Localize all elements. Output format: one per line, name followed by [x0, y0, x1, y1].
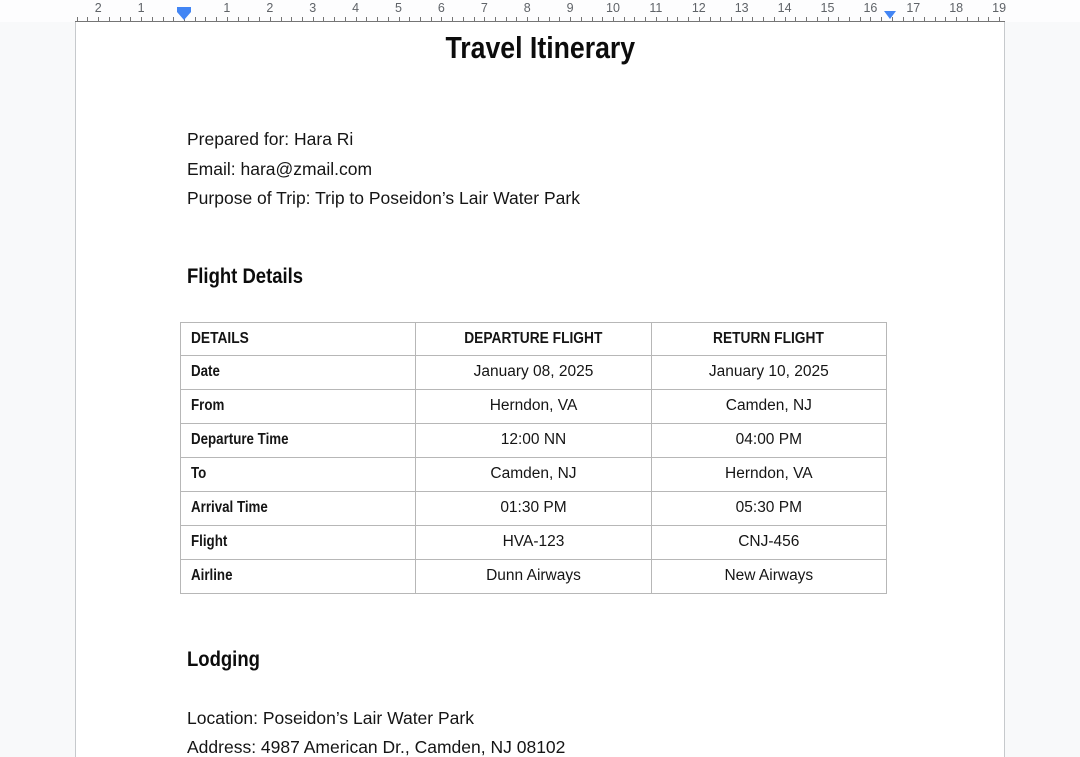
- value-cell[interactable]: Dunn Airways: [416, 559, 651, 593]
- ruler-number: 8: [523, 1, 531, 15]
- ruler-tick: [613, 17, 614, 21]
- ruler-tick: [817, 17, 818, 21]
- ruler-number: 15: [820, 1, 835, 15]
- ruler-tick: [581, 17, 582, 21]
- value-cell[interactable]: 01:30 PM: [416, 491, 651, 525]
- ruler-tick: [774, 17, 775, 21]
- ruler-tick: [677, 17, 678, 21]
- ruler-tick: [141, 17, 142, 21]
- table-row: [181, 423, 887, 457]
- ruler-number: 3: [309, 1, 317, 15]
- ruler-tick: [130, 17, 131, 21]
- row-label-cell[interactable]: To: [181, 457, 416, 491]
- ruler-number: 12: [691, 1, 706, 15]
- table-row: [181, 559, 887, 593]
- ruler-tick: [77, 17, 78, 21]
- ruler-tick: [216, 17, 217, 21]
- ruler-tick: [881, 17, 882, 21]
- ruler-tick: [420, 17, 421, 21]
- ruler-tick: [205, 17, 206, 21]
- row-label-cell[interactable]: Arrival Time: [181, 491, 416, 525]
- ruler-number: 13: [734, 1, 749, 15]
- ruler-number: 18: [949, 1, 964, 15]
- flight-table[interactable]: [180, 322, 887, 594]
- ruler-tick: [323, 17, 324, 21]
- ruler-tick: [602, 17, 603, 21]
- table-header-details[interactable]: DETAILS: [181, 322, 416, 355]
- ruler-number: 7: [480, 1, 488, 15]
- ruler-tick: [656, 17, 657, 21]
- value-cell[interactable]: January 08, 2025: [416, 355, 651, 389]
- ruler-tick: [688, 17, 689, 21]
- ruler-tick: [248, 17, 249, 21]
- ruler-tick: [742, 17, 743, 21]
- ruler-tick: [763, 17, 764, 21]
- value-cell[interactable]: Herndon, VA: [416, 389, 651, 423]
- row-label-cell[interactable]: From: [181, 389, 416, 423]
- document-title-text: Travel Itinerary: [445, 30, 636, 65]
- ruler-tick: [334, 17, 335, 21]
- ruler-number: 10: [606, 1, 620, 15]
- info-line[interactable]: Email: hara@zmail.com: [187, 158, 373, 179]
- ruler-tick: [474, 17, 475, 21]
- recipient-info: [180, 125, 891, 214]
- lodging-info: [180, 704, 891, 757]
- ruler-tick: [924, 17, 925, 21]
- table-row: [181, 491, 887, 525]
- ruler-tick: [903, 17, 904, 21]
- ruler-tick: [945, 17, 946, 21]
- ruler-tick: [495, 17, 496, 21]
- table-header-row: [181, 322, 887, 355]
- ruler-tick: [849, 17, 850, 21]
- row-label-cell[interactable]: Airline: [181, 559, 416, 593]
- ruler-tick: [270, 17, 271, 21]
- ruler-tick: [463, 17, 464, 21]
- ruler-tick: [785, 17, 786, 21]
- ruler-tick: [366, 17, 367, 21]
- value-cell[interactable]: Herndon, VA: [651, 457, 886, 491]
- ruler-number: 17: [906, 1, 921, 15]
- ruler-number: 14: [777, 1, 792, 15]
- horizontal-ruler[interactable]: [0, 0, 1080, 22]
- table-header-return-flight[interactable]: RETURN FLIGHT: [651, 322, 886, 355]
- ruler-tick: [806, 17, 807, 21]
- ruler-tick: [978, 17, 979, 21]
- ruler-tick: [549, 17, 550, 21]
- ruler-tick: [109, 17, 110, 21]
- ruler-tick: [441, 17, 442, 21]
- value-cell[interactable]: 05:30 PM: [651, 491, 886, 525]
- value-cell[interactable]: Camden, NJ: [416, 457, 651, 491]
- ruler-tick: [388, 17, 389, 21]
- info-line[interactable]: Prepared for: Hara Ri: [187, 129, 354, 149]
- ruler-number: 5: [395, 1, 402, 15]
- ruler-tick: [559, 17, 560, 21]
- ruler-number: 16: [863, 1, 878, 15]
- table-row: [181, 525, 887, 559]
- ruler-tick: [860, 17, 861, 21]
- ruler-tick: [98, 17, 99, 21]
- value-cell[interactable]: Camden, NJ: [651, 389, 886, 423]
- table-row: [181, 355, 887, 389]
- ruler-baseline: [75, 21, 1005, 22]
- ruler-tick: [956, 17, 957, 21]
- value-cell[interactable]: New Airways: [651, 559, 886, 593]
- ruler-tick: [710, 17, 711, 21]
- ruler-tick: [667, 17, 668, 21]
- ruler-tick: [409, 17, 410, 21]
- ruler-tick: [452, 17, 453, 21]
- table-row: [181, 457, 887, 491]
- ruler-tick: [356, 17, 357, 21]
- ruler-tick: [634, 17, 635, 21]
- ruler-tick: [152, 17, 153, 21]
- ruler-tick: [838, 17, 839, 21]
- ruler-tick: [624, 17, 625, 21]
- ruler-tick: [795, 17, 796, 21]
- ruler-number: 6: [437, 1, 445, 15]
- ruler-tick: [988, 17, 989, 21]
- ruler-tick: [238, 17, 239, 21]
- ruler-tick: [538, 17, 539, 21]
- row-label-cell[interactable]: Flight: [181, 525, 416, 559]
- table-row: [181, 389, 887, 423]
- ruler-tick: [120, 17, 121, 21]
- ruler-tick: [484, 17, 485, 21]
- ruler-tick: [570, 17, 571, 21]
- right-indent-marker[interactable]: [884, 11, 896, 19]
- value-cell[interactable]: 12:00 NN: [416, 423, 651, 457]
- ruler-tick: [870, 17, 871, 21]
- left-indent-triangle-icon: [177, 12, 191, 20]
- ruler-number: 9: [566, 1, 574, 15]
- info-line[interactable]: Purpose of Trip: Trip to Poseidon’s Lair Water Park: [187, 188, 580, 209]
- ruler-number: 2: [266, 1, 274, 15]
- ruler-tick: [227, 17, 228, 21]
- ruler-tick: [345, 17, 346, 21]
- ruler-tick: [302, 17, 303, 21]
- document-content: [180, 26, 891, 757]
- ruler-tick: [173, 17, 174, 21]
- ruler-tick: [516, 17, 517, 21]
- ruler-number: 19: [992, 1, 1007, 15]
- ruler-tick: [281, 17, 282, 21]
- ruler-tick: [592, 17, 593, 21]
- row-label-cell[interactable]: Departure Time: [181, 423, 416, 457]
- ruler-tick: [731, 17, 732, 21]
- ruler-tick: [313, 17, 314, 21]
- value-cell[interactable]: HVA-123: [416, 525, 651, 559]
- ruler-tick: [699, 17, 700, 21]
- flight-details-heading[interactable]: Flight Details: [187, 263, 304, 288]
- value-cell[interactable]: 04:00 PM: [651, 423, 886, 457]
- document-page[interactable]: [75, 22, 1005, 757]
- table-header-departure-flight[interactable]: DEPARTURE FLIGHT: [416, 322, 651, 355]
- ruler-tick: [999, 17, 1000, 21]
- ruler-tick: [913, 17, 914, 21]
- ruler-tick: [431, 17, 432, 21]
- lodging-heading[interactable]: Lodging: [187, 646, 260, 671]
- ruler-tick: [291, 17, 292, 21]
- ruler-tick: [645, 17, 646, 21]
- ruler-number: 4: [352, 1, 360, 15]
- ruler-tick: [720, 17, 721, 21]
- ruler-number: 2: [94, 1, 102, 15]
- ruler-tick: [377, 17, 378, 21]
- ruler-tick: [87, 17, 88, 21]
- ruler-tick: [259, 17, 260, 21]
- value-cell[interactable]: CNJ-456: [651, 525, 886, 559]
- ruler-number: 1: [223, 1, 231, 15]
- ruler-number: 1: [137, 1, 145, 15]
- ruler-tick: [752, 17, 753, 21]
- lodging-line[interactable]: Address: 4987 American Dr., Camden, NJ 08102: [187, 737, 566, 757]
- ruler-tick: [527, 17, 528, 21]
- document-title[interactable]: [185, 26, 896, 70]
- ruler-tick: [163, 17, 164, 21]
- ruler-tick: [828, 17, 829, 21]
- ruler-tick: [967, 17, 968, 21]
- ruler-tick: [195, 17, 196, 21]
- ruler-tick: [399, 17, 400, 21]
- ruler-tick: [935, 17, 936, 21]
- value-cell[interactable]: January 10, 2025: [651, 355, 886, 389]
- lodging-line[interactable]: Location: Poseidon’s Lair Water Park: [187, 707, 474, 728]
- ruler-number: 11: [649, 1, 663, 15]
- row-label-cell[interactable]: Date: [181, 355, 416, 389]
- left-indent-marker[interactable]: [177, 7, 191, 20]
- ruler-tick: [506, 17, 507, 21]
